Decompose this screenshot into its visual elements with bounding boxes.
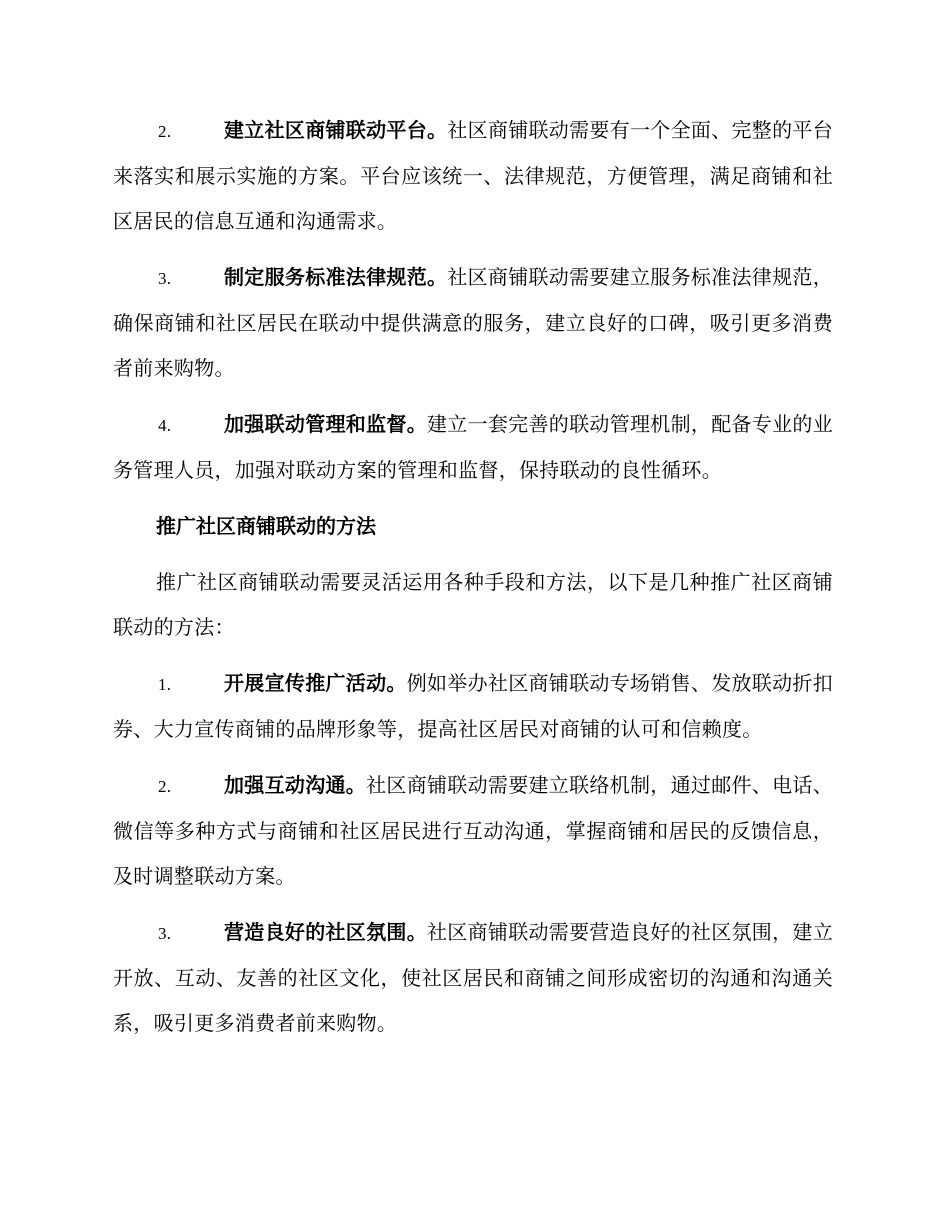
list-number: 2. bbox=[158, 777, 172, 796]
list-item-communication bbox=[113, 763, 833, 899]
list-item-standards bbox=[113, 255, 833, 391]
document-page bbox=[113, 108, 833, 1057]
list-number: 3. bbox=[158, 924, 172, 943]
list-item-body: 社区商铺联动需要建立联络机制，通过邮件、电话、微信等多种方式与商铺和社区居民进行互动沟通，掌握商铺和居民的反馈信息，及时调整联动方案。 bbox=[113, 773, 834, 888]
list-item-body: 建立一套完善的联动管理机制，配备专业的业务管理人员，加强对联动方案的管理和监督，保持联动的良性循环。 bbox=[113, 412, 833, 482]
list-item-title: 开展宣传推广活动。 bbox=[224, 671, 407, 695]
list-item-title: 制定服务标准法律规范。 bbox=[224, 265, 448, 289]
list-item-atmosphere bbox=[113, 910, 833, 1046]
list-number: 1. bbox=[158, 675, 172, 694]
list-item-body: 社区商铺联动需要有一个全面、完整的平台来落实和展示实施的方案。平台应该统一、法律规范，方便管理，满足商铺和社区居民的信息互通和沟通需求。 bbox=[113, 118, 834, 233]
section-intro: 推广社区商铺联动需要灵活运用各种手段和方法，以下是几种推广社区商铺联动的方法： bbox=[113, 570, 833, 639]
list-item-platform bbox=[113, 108, 833, 244]
list-number: 4. bbox=[158, 416, 172, 435]
list-item-body: 例如举办社区商铺联动专场销售、发放联动折扣券、大力宣传商铺的品牌形象等，提高社区居民对商铺的认可和信赖度。 bbox=[113, 671, 834, 741]
section-heading: 推广社区商铺联动的方法 bbox=[156, 514, 376, 538]
list-item-management bbox=[113, 402, 833, 493]
list-item-body: 社区商铺联动需要建立服务标准法律规范，确保商铺和社区居民在联动中提供满意的服务，建立良好的口碑，吸引更多消费者前来购物。 bbox=[113, 265, 834, 380]
list-item-title: 加强互动沟通。 bbox=[224, 773, 367, 797]
list-item-body: 社区商铺联动需要营造良好的社区氛围，建立开放、互动、友善的社区文化，使社区居民和商铺之间形成密切的沟通和沟通关系，吸引更多消费者前来购物。 bbox=[113, 920, 833, 1035]
list-number: 3. bbox=[158, 269, 172, 288]
list-item-title: 加强联动管理和监督。 bbox=[224, 412, 427, 436]
list-item-title: 建立社区商铺联动平台。 bbox=[224, 118, 448, 142]
list-item-promotion bbox=[113, 661, 833, 752]
list-item-title: 营造良好的社区氛围。 bbox=[224, 920, 427, 944]
list-number: 2. bbox=[158, 122, 172, 141]
